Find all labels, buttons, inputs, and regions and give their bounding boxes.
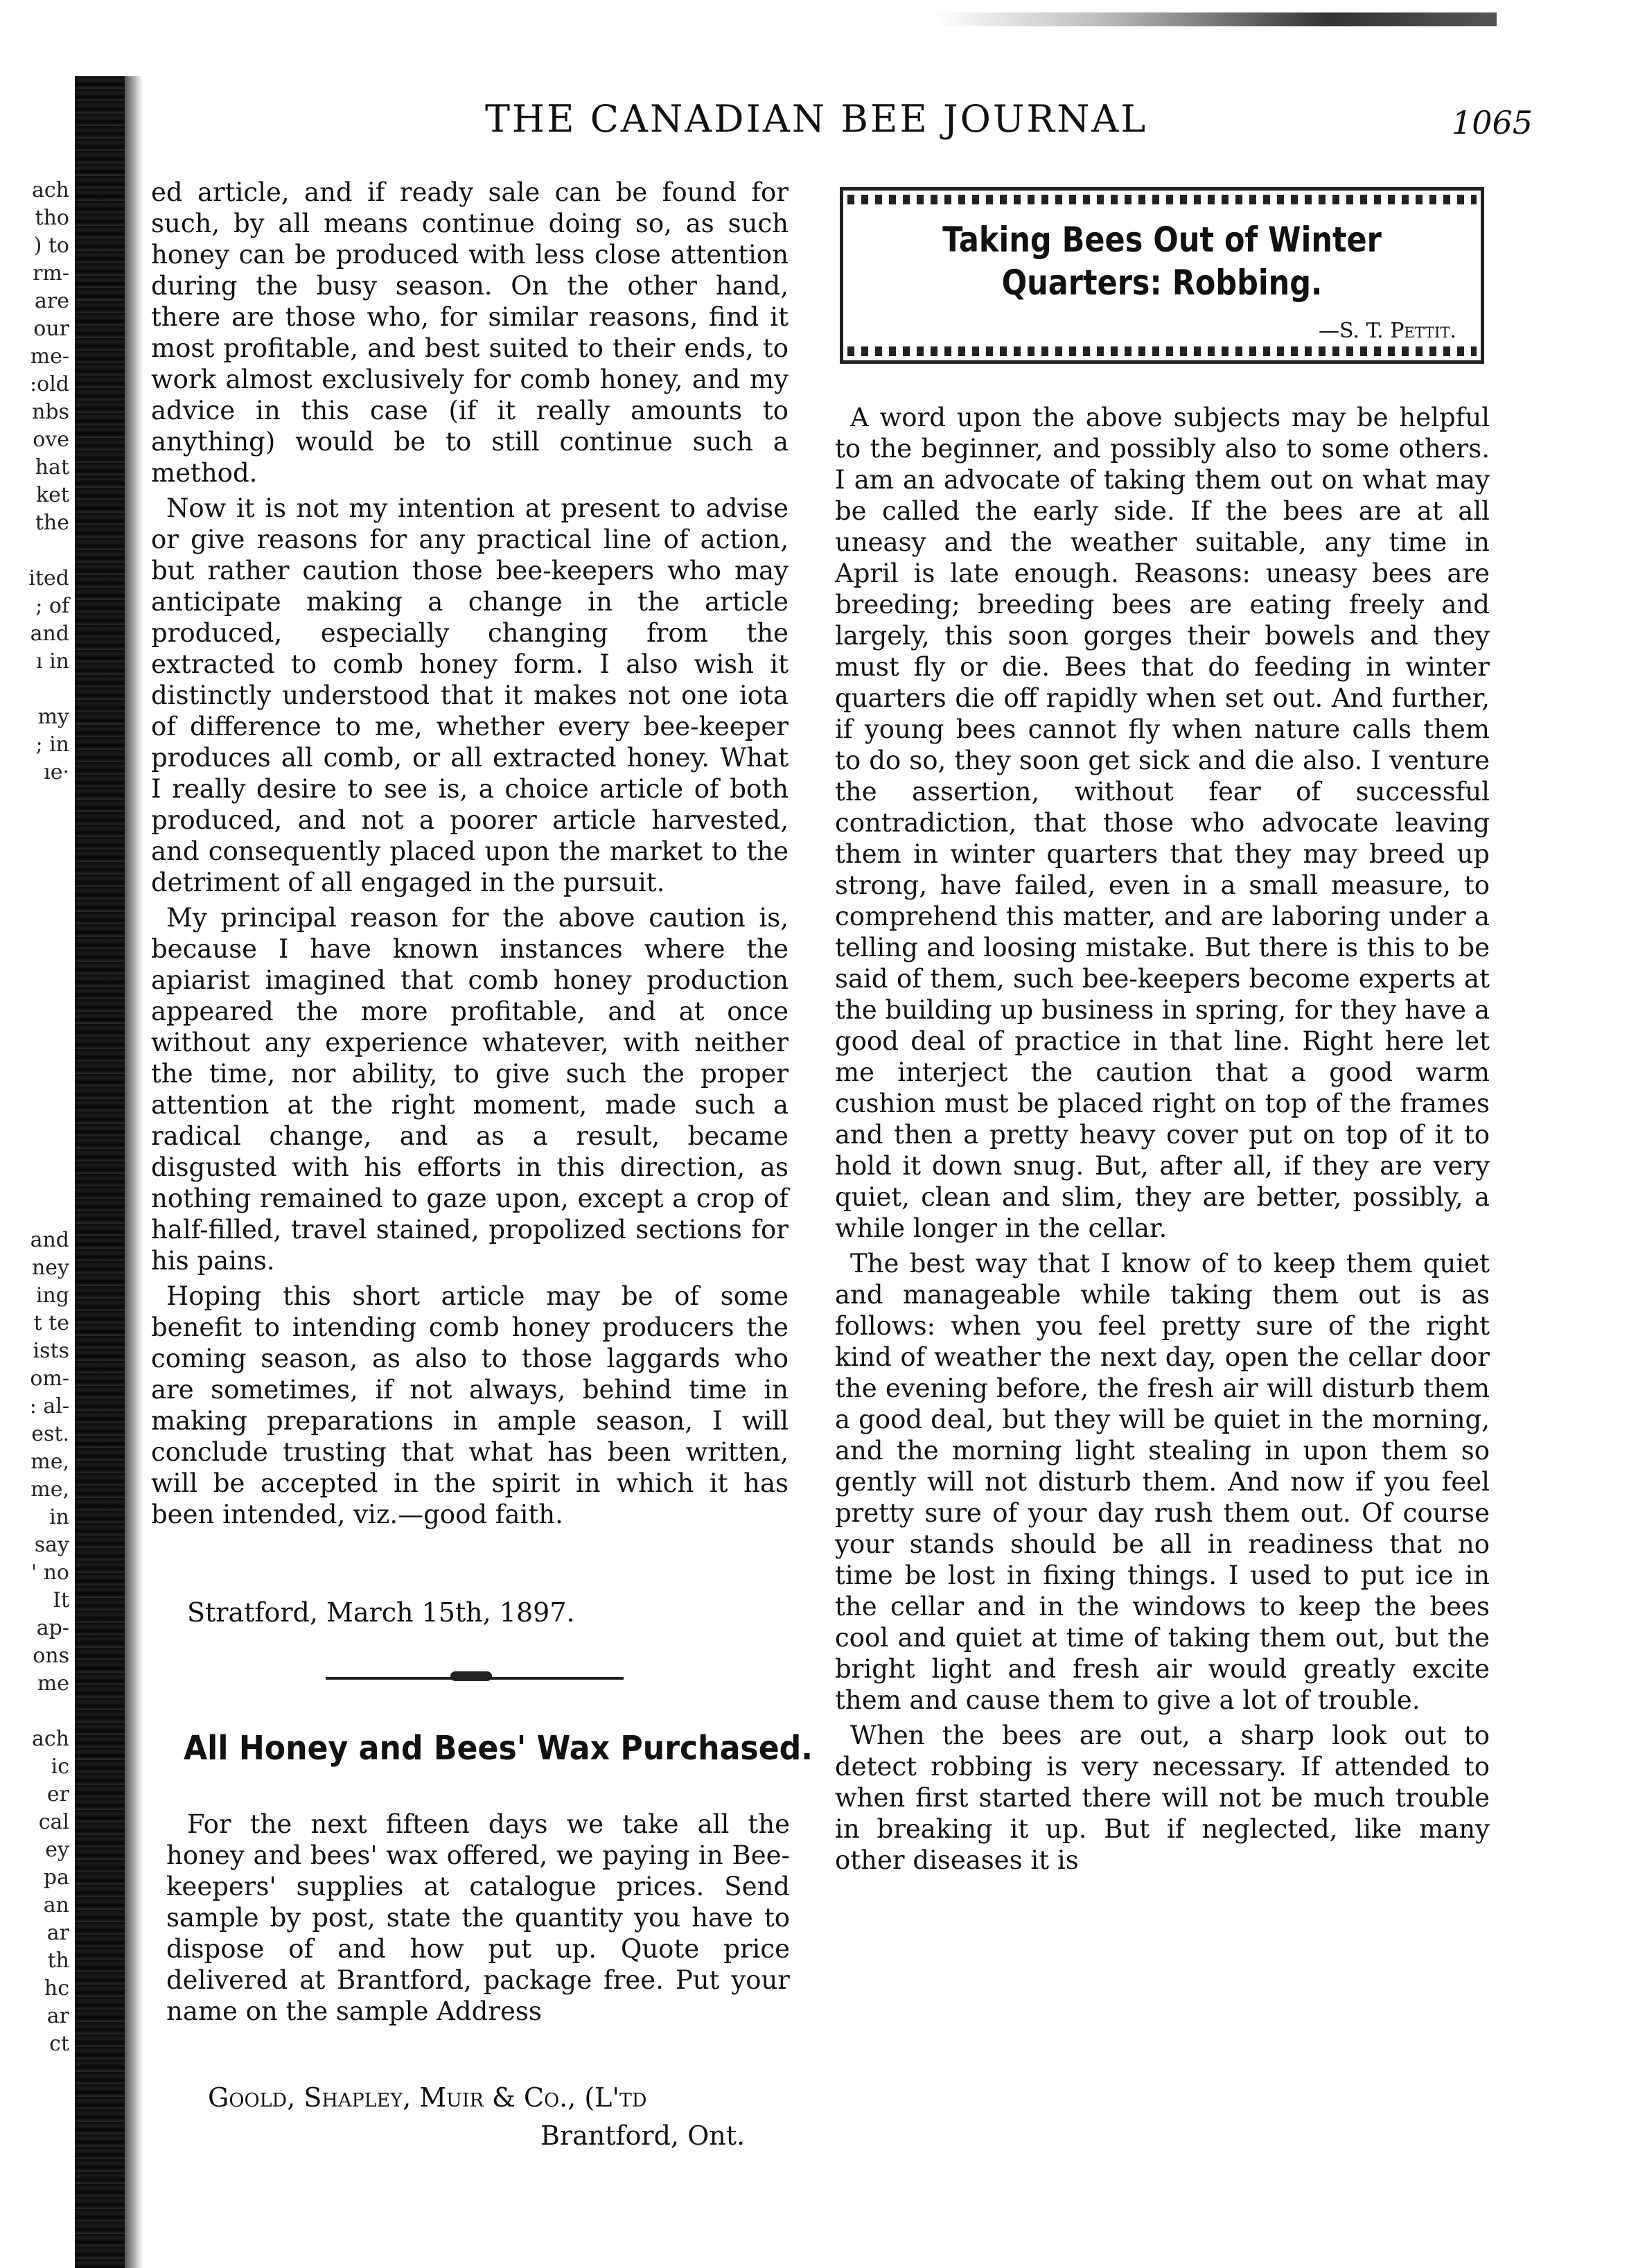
margin-fragment [0, 676, 69, 703]
margin-fragment: me, [30, 1450, 69, 1474]
margin-fragment: ı in [35, 649, 69, 674]
margin-fragment: ket [36, 483, 69, 507]
margin-fragment [0, 537, 69, 565]
left-column [151, 177, 789, 1534]
margin-fragment: ach [31, 178, 69, 202]
margin-fragment: ists [33, 1339, 69, 1363]
signoff: Stratford, March 15th, 1897. [187, 1597, 575, 1628]
margin-fragment: t te [33, 1311, 69, 1335]
margin-fragment: ; in [35, 732, 69, 757]
page-number: 1065 [1452, 104, 1533, 141]
margin-fragment: rm- [33, 261, 69, 285]
article-paragraph: When the bees are out, a sharp look out to detect robbing is very necessary. If attended to when first started there will not be much trouble in breaking it up. But if neglected, like many other diseases it is [835, 1721, 1490, 1875]
margin-fragment: ove [33, 428, 69, 452]
book-binding-shadow [75, 76, 125, 2268]
margin-fragment: hat [35, 455, 69, 480]
advert-signature: Goold, Shapley, Muir & Co., (L'td [208, 2082, 647, 2113]
advert-body [166, 1809, 790, 2027]
margin-fragment: ons [33, 1644, 69, 1668]
left-paragraph: Now it is not my intention at present to advise or give reasons for any practical line of action, but rather caution those bee-keepers who may anticipate making a change in the article produced, especially changing from the extracted to comb honey form. I also wish it distinctly understood that it makes not one iota of difference to me, whether every bee-keeper produces all comb, or all extracted honey. What I really desire to see is, a choice article of both produced, and not a poorer article harvested, and consequently placed upon the market to the detriment of all engaged in the pursuit. [151, 493, 789, 897]
right-column [835, 402, 1490, 1880]
margin-fragment: hc [44, 1976, 69, 2001]
margin-fragment: ey [45, 1838, 69, 1862]
margin-fragment: an [43, 1893, 69, 1917]
margin-fragment: : al- [29, 1394, 69, 1418]
left-paragraph: Hoping this short article may be of some benefit to intending comb honey producers the coming season, as also to those laggards who are sometimes, if not always, behind time in making preparations in ample season, I will conclude trusting that what has been written, will be accepted in the spirit in which it has been intended, viz.—good faith. [151, 1281, 789, 1529]
margin-fragment: in [49, 1505, 69, 1529]
margin-fragment: ; of [35, 594, 69, 618]
article-title-line: Quarters: Robbing. [1001, 263, 1323, 303]
journal-title: THE CANADIAN BEE JOURNAL [485, 97, 1148, 141]
margin-fragment: tho [35, 206, 69, 230]
article-paragraph: A word upon the above subjects may be helpful to the beginner, and possibly also to some others. I am an advocate of taking them out on what may be called the early side. If the bees are at all uneasy and the weather suitable, any time in April is late enough. Reasons: uneasy bees are breeding; breeding bees are eating freely and largely, this soon gorges their bowels and they must fly or die. Bees that do feeding in winter quarters die off rapidly when set out. And further, if young bees cannot fly when nature calls them to do so, they soon get sick and die also. I venture the assertion, without fear of successful contradiction, that those who advocate leaving them in winter quarters that they may breed up strong, have failed, even in a small measure, to comprehend this matter, and are laboring under a telling and loosing mistake. But there is this to be said of them, such bee-keepers become experts at the building up business in spring, for they have a good deal of practice in that line. Right here let me interject the caution that a good warm cushion must be placed right on top of the frames and then a pretty heavy cover put on top of it to hold it down snug. But, after all, if they are very quiet, clean and slim, they are better, possibly, a while longer in the cellar. [835, 403, 1490, 1243]
article-title-box [840, 187, 1484, 364]
margin-fragment: om- [30, 1366, 69, 1391]
left-paragraph: ed article, and if ready sale can be found for such, by all means continue doing so, as such honey can be produced with less close attention during the busy season. On the other hand, there are those who, for similar reasons, find it most profitable, and best suited to their ends, to work almost exclusively for comb honey, and my advice in this case (if it really amounts to anything) would be to still continue such a method. [151, 177, 789, 488]
article-title [888, 218, 1436, 304]
margin-fragment: me [37, 1671, 69, 1696]
article-title-line: Taking Bees Out of Winter [942, 220, 1382, 260]
margin-fragment: ct [49, 2032, 69, 2056]
margin-fragment: ap- [36, 1616, 69, 1640]
margin-fragment: est. [31, 1422, 69, 1446]
top-rule [935, 12, 1497, 26]
separator-ornament [450, 1671, 492, 1681]
margin-fragment: ach [31, 1727, 69, 1751]
margin-fragment: nbs [32, 400, 69, 424]
article-byline: —S. T. Pettit. [1319, 319, 1456, 343]
margin-fragment: ing [35, 1283, 69, 1308]
margin-fragment: are [35, 289, 69, 313]
margin-fragment: ney [31, 1256, 69, 1280]
left-paragraph: My principal reason for the above caution is, because I have known instances where the apiarist imagined that comb honey production appeared the more profitable, and at once without any experience whatever, with neither the time, nor ability, to give such the proper attention at the right moment, made such a radical change, and as a result, became disgusted with his efforts in this direction, as nothing remained to gaze upon, except a crop of half-filled, travel stained, propolized sections for his pains. [151, 903, 789, 1276]
margin-fragment [0, 1698, 69, 1725]
margin-fragment: th [47, 1949, 69, 1973]
margin-fragment: ar [46, 1921, 69, 1945]
advert-location: Brantford, Ont. [540, 2120, 746, 2151]
margin-fragment: ited [28, 566, 69, 590]
margin-fragment: ' no [30, 1561, 69, 1585]
margin-fragment: ıe· [44, 760, 69, 784]
margin-fragment: pa [43, 1865, 69, 1890]
advert-text: For the next fifteen days we take all the honey and bees' wax offered, we paying in Bee-keepers' supplies at catalogue prices. Send sample by post, state the quantity you have to dispose of and how put up. Quote price delivered at Brantford, package free. Put your name on the sample Address [166, 1809, 790, 2026]
margin-fragments-upper [0, 177, 69, 786]
margin-fragment: er [46, 1782, 69, 1807]
margin-fragment: me, [30, 1477, 69, 1502]
page-header [139, 97, 1533, 152]
margin-fragment: It [53, 1588, 69, 1612]
margin-fragment: and [30, 1228, 69, 1252]
margin-fragment: my [37, 705, 69, 729]
binding-edge [125, 76, 143, 2268]
margin-fragment: ic [51, 1755, 69, 1779]
margin-fragment: say [34, 1533, 69, 1557]
margin-fragment: ) to [33, 234, 69, 258]
article-paragraph: The best way that I know of to keep them quiet and manageable while taking them out is as follows: when you feel pretty sure of the right kind of weather the next day, open the cellar door the evening before, the fresh air will disturb them a good deal, but they will be quiet in the morning, and the morning light stealing in upon them so gently will not disturb them. And now if you feel pretty sure of your day rush them out. Of course your stands should be all in readiness that no time be lost in fixing things. I used to put ice in the cellar and in the windows to keep the bees cool and quiet at time of taking them out, but the bright light and fresh air would greatly excite them and cause them to give a lot of trouble. [835, 1249, 1490, 1715]
margin-fragment: me- [30, 344, 69, 369]
margin-fragment: the [35, 511, 69, 535]
margin-fragment: :old [30, 372, 69, 396]
margin-fragment: our [33, 317, 69, 341]
margin-fragment: cal [38, 1810, 69, 1834]
margin-fragment: ar [46, 2004, 69, 2028]
margin-fragment: and [30, 622, 69, 646]
advert-title: All Honey and Bees' Wax Purchased. [184, 1729, 813, 1768]
margin-fragments-lower [0, 1227, 69, 2058]
